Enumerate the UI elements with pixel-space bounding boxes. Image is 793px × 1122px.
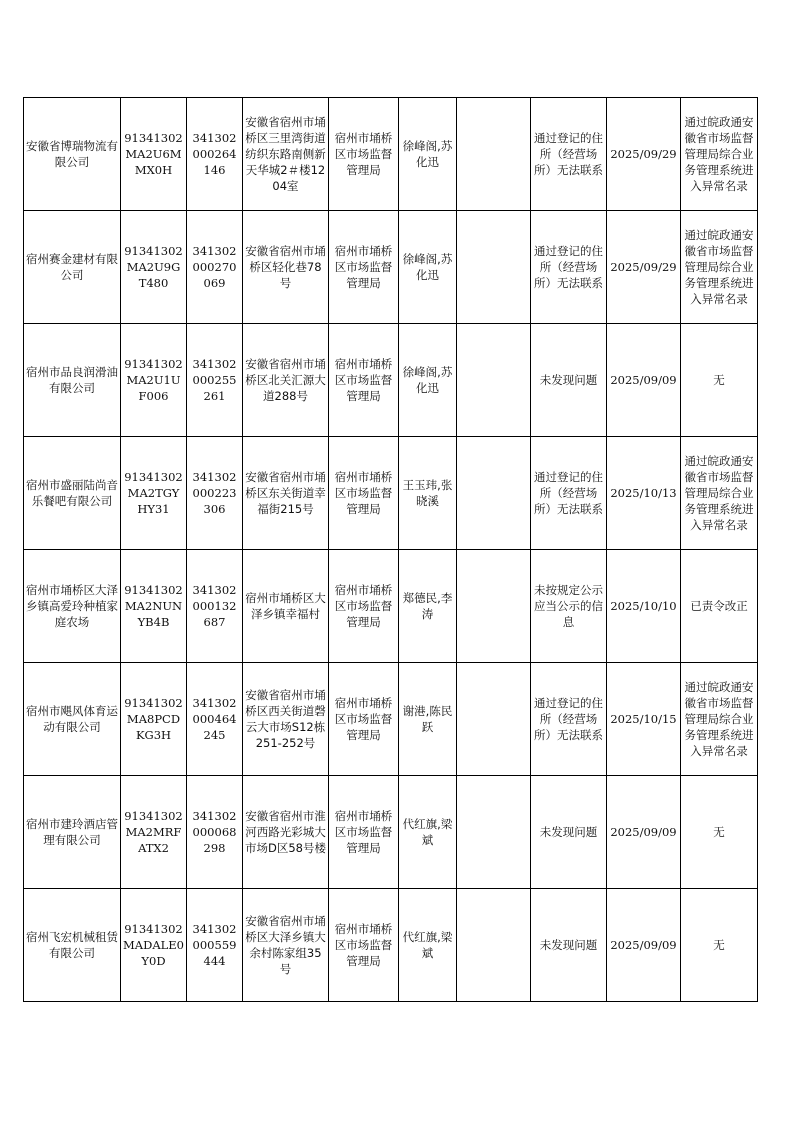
registration-number-cell: 341302000132687 bbox=[187, 550, 243, 663]
empty-cell bbox=[457, 663, 531, 776]
registration-number-cell: 341302000559444 bbox=[187, 889, 243, 1002]
table-body bbox=[24, 98, 758, 1002]
disposition-cell: 无 bbox=[681, 324, 758, 437]
address-cell: 宿州市埇桥区大泽乡镇幸福村 bbox=[243, 550, 329, 663]
department-cell: 宿州市埇桥区市场监督管理局 bbox=[329, 437, 399, 550]
inspectors-cell: 徐峰阁,苏化迅 bbox=[399, 211, 457, 324]
department-cell: 宿州市埇桥区市场监督管理局 bbox=[329, 324, 399, 437]
address-cell: 安徽省宿州市埇桥区三里湾街道纺织东路南侧新天华城2＃楼1204室 bbox=[243, 98, 329, 211]
inspection-date-cell: 2025/09/09 bbox=[607, 776, 681, 889]
inspection-date-cell: 2025/10/10 bbox=[607, 550, 681, 663]
inspectors-cell: 徐峰阁,苏化迅 bbox=[399, 98, 457, 211]
inspectors-cell: 代红旗,梁斌 bbox=[399, 889, 457, 1002]
inspection-result-cell: 未按规定公示应当公示的信息 bbox=[531, 550, 607, 663]
company-name-cell: 安徽省博瑞物流有限公司 bbox=[24, 98, 121, 211]
company-name-cell: 宿州市飓风体育运动有限公司 bbox=[24, 663, 121, 776]
disposition-cell: 无 bbox=[681, 889, 758, 1002]
inspection-date-cell: 2025/09/09 bbox=[607, 324, 681, 437]
inspectors-cell: 郑德民,李涛 bbox=[399, 550, 457, 663]
table-row bbox=[24, 211, 758, 324]
company-name-cell: 宿州市盛丽陆尚音乐餐吧有限公司 bbox=[24, 437, 121, 550]
inspection-result-cell: 通过登记的住所（经营场所）无法联系 bbox=[531, 437, 607, 550]
inspectors-cell: 王玉玮,张晓溪 bbox=[399, 437, 457, 550]
company-name-cell: 宿州市品良润滑油有限公司 bbox=[24, 324, 121, 437]
department-cell: 宿州市埇桥区市场监督管理局 bbox=[329, 776, 399, 889]
table-row bbox=[24, 550, 758, 663]
disposition-cell: 已责令改正 bbox=[681, 550, 758, 663]
table-row bbox=[24, 437, 758, 550]
registration-number-cell: 341302000464245 bbox=[187, 663, 243, 776]
inspection-date-cell: 2025/09/29 bbox=[607, 211, 681, 324]
registration-number-cell: 341302000270069 bbox=[187, 211, 243, 324]
inspection-result-cell: 未发现问题 bbox=[531, 889, 607, 1002]
department-cell: 宿州市埇桥区市场监督管理局 bbox=[329, 663, 399, 776]
disposition-cell: 通过皖政通安徽省市场监督管理局综合业务管理系统进入异常名录 bbox=[681, 211, 758, 324]
inspection-result-cell: 未发现问题 bbox=[531, 776, 607, 889]
inspection-date-cell: 2025/09/09 bbox=[607, 889, 681, 1002]
department-cell: 宿州市埇桥区市场监督管理局 bbox=[329, 889, 399, 1002]
company-name-cell: 宿州赛金建材有限公司 bbox=[24, 211, 121, 324]
department-cell: 宿州市埇桥区市场监督管理局 bbox=[329, 98, 399, 211]
inspectors-cell: 代红旗,梁斌 bbox=[399, 776, 457, 889]
empty-cell bbox=[457, 437, 531, 550]
inspection-date-cell: 2025/10/15 bbox=[607, 663, 681, 776]
credit-code-cell: 91341302MA2U6MMX0H bbox=[121, 98, 187, 211]
table-row bbox=[24, 663, 758, 776]
empty-cell bbox=[457, 98, 531, 211]
company-name-cell: 宿州飞宏机械租赁有限公司 bbox=[24, 889, 121, 1002]
registration-number-cell: 341302000223306 bbox=[187, 437, 243, 550]
credit-code-cell: 91341302MA2MRFATX2 bbox=[121, 776, 187, 889]
credit-code-cell: 91341302MA2NUNYB4B bbox=[121, 550, 187, 663]
registration-number-cell: 341302000068298 bbox=[187, 776, 243, 889]
department-cell: 宿州市埇桥区市场监督管理局 bbox=[329, 211, 399, 324]
table-row bbox=[24, 98, 758, 211]
address-cell: 安徽省宿州市埇桥区东关街道幸福街215号 bbox=[243, 437, 329, 550]
credit-code-cell: 91341302MA2U9GT480 bbox=[121, 211, 187, 324]
inspectors-cell: 徐峰阁,苏化迅 bbox=[399, 324, 457, 437]
inspectors-cell: 谢港,陈民跃 bbox=[399, 663, 457, 776]
table-row bbox=[24, 889, 758, 1002]
table-row bbox=[24, 776, 758, 889]
inspection-result-cell: 通过登记的住所（经营场所）无法联系 bbox=[531, 98, 607, 211]
address-cell: 安徽省宿州市埇桥区大泽乡镇大余村陈家组35号 bbox=[243, 889, 329, 1002]
credit-code-cell: 91341302MA8PCDKG3H bbox=[121, 663, 187, 776]
inspection-date-cell: 2025/10/13 bbox=[607, 437, 681, 550]
disposition-cell: 通过皖政通安徽省市场监督管理局综合业务管理系统进入异常名录 bbox=[681, 98, 758, 211]
empty-cell bbox=[457, 324, 531, 437]
registration-number-cell: 341302000264146 bbox=[187, 98, 243, 211]
empty-cell bbox=[457, 776, 531, 889]
registration-number-cell: 341302000255261 bbox=[187, 324, 243, 437]
inspection-result-cell: 通过登记的住所（经营场所）无法联系 bbox=[531, 211, 607, 324]
empty-cell bbox=[457, 889, 531, 1002]
disposition-cell: 无 bbox=[681, 776, 758, 889]
disposition-cell: 通过皖政通安徽省市场监督管理局综合业务管理系统进入异常名录 bbox=[681, 663, 758, 776]
address-cell: 安徽省宿州市埇桥区北关汇源大道288号 bbox=[243, 324, 329, 437]
credit-code-cell: 91341302MADALE0Y0D bbox=[121, 889, 187, 1002]
table-row bbox=[24, 324, 758, 437]
empty-cell bbox=[457, 211, 531, 324]
department-cell: 宿州市埇桥区市场监督管理局 bbox=[329, 550, 399, 663]
credit-code-cell: 91341302MA2U1UF006 bbox=[121, 324, 187, 437]
company-name-cell: 宿州市建玲酒店管理有限公司 bbox=[24, 776, 121, 889]
empty-cell bbox=[457, 550, 531, 663]
inspection-result-cell: 通过登记的住所（经营场所）无法联系 bbox=[531, 663, 607, 776]
credit-code-cell: 91341302MA2TGYHY31 bbox=[121, 437, 187, 550]
disposition-cell: 通过皖政通安徽省市场监督管理局综合业务管理系统进入异常名录 bbox=[681, 437, 758, 550]
inspection-results-table bbox=[23, 97, 758, 1002]
inspection-date-cell: 2025/09/29 bbox=[607, 98, 681, 211]
address-cell: 安徽省宿州市淮河西路光彩城大市场D区58号楼 bbox=[243, 776, 329, 889]
address-cell: 安徽省宿州市埇桥区西关街道磬云大市场S12栋251-252号 bbox=[243, 663, 329, 776]
inspection-result-cell: 未发现问题 bbox=[531, 324, 607, 437]
company-name-cell: 宿州市埇桥区大泽乡镇高爱玲种植家庭农场 bbox=[24, 550, 121, 663]
address-cell: 安徽省宿州市埇桥区轻化巷78号 bbox=[243, 211, 329, 324]
